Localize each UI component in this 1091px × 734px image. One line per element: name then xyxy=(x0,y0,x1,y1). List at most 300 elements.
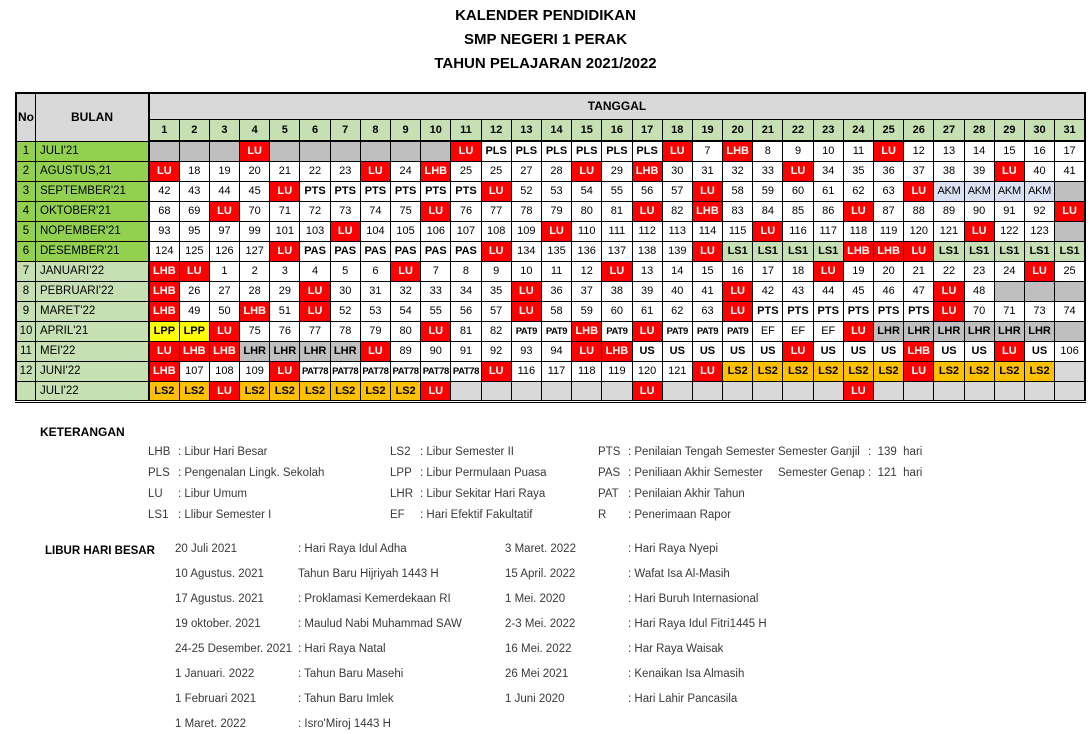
day-cell: 60 xyxy=(783,181,813,201)
day-cell: PTS xyxy=(360,181,390,201)
day-header: 13 xyxy=(511,119,541,141)
legend-item xyxy=(390,446,547,467)
day-cell: EF xyxy=(813,321,843,341)
day-cell: 71 xyxy=(994,301,1024,321)
holiday-desc: : Proklamasi Kemerdekaan RI xyxy=(298,593,451,605)
day-header: 29 xyxy=(994,119,1024,141)
day-cell: 31 xyxy=(360,281,390,301)
month-label: JANUARI'22 xyxy=(36,261,150,281)
day-cell xyxy=(813,381,843,401)
day-cell: 20 xyxy=(874,261,904,281)
row-number: 11 xyxy=(16,341,36,361)
day-cell: PTS xyxy=(813,301,843,321)
day-cell: LHB xyxy=(843,241,873,261)
day-cell: LHR xyxy=(240,341,270,361)
day-cell: US xyxy=(723,341,753,361)
day-cell: 109 xyxy=(240,361,270,381)
day-cell: 20 xyxy=(240,161,270,181)
day-cell: 73 xyxy=(1024,301,1054,321)
day-cell: 41 xyxy=(692,281,722,301)
table-header-row xyxy=(16,93,1085,119)
day-cell: LU xyxy=(149,161,179,181)
day-header: 25 xyxy=(874,119,904,141)
calendar-table xyxy=(15,92,1086,403)
holiday-desc: : Tahun Baru Imlek xyxy=(298,693,394,705)
day-cell: LHR xyxy=(994,321,1024,341)
day-cell: LHR xyxy=(874,321,904,341)
no-column-header: No xyxy=(16,93,36,141)
day-cell: LS2 xyxy=(1024,361,1054,381)
legend-column-1 xyxy=(148,446,324,530)
day-cell: 89 xyxy=(934,201,964,221)
day-cell: LU xyxy=(934,281,964,301)
day-cell: 12 xyxy=(904,141,934,161)
day-header: 8 xyxy=(360,119,390,141)
day-cell: 52 xyxy=(511,181,541,201)
day-cell: 21 xyxy=(904,261,934,281)
day-cell: 107 xyxy=(451,221,481,241)
day-cell xyxy=(662,381,692,401)
month-row xyxy=(16,361,1085,381)
month-label: SEPTEMBER'21 xyxy=(36,181,150,201)
day-cell: US xyxy=(813,341,843,361)
day-cell: LHR xyxy=(1024,321,1054,341)
day-cell: 103 xyxy=(300,221,330,241)
legend-item xyxy=(598,446,775,467)
legend-desc: : Penilaian Akhir Tahun xyxy=(628,488,745,500)
month-row xyxy=(16,321,1085,341)
row-number: 6 xyxy=(16,241,36,261)
day-cell: LU xyxy=(541,221,571,241)
holiday-desc: : Hari Raya Idul Adha xyxy=(298,543,407,555)
month-label: NOPEMBER'21 xyxy=(36,221,150,241)
day-cell: LHB xyxy=(149,261,179,281)
day-cell: 106 xyxy=(1055,341,1085,361)
day-cell: LHR xyxy=(964,321,994,341)
day-cell: LU xyxy=(330,221,360,241)
day-cell: PAT78 xyxy=(330,361,360,381)
day-cell: 7 xyxy=(421,261,451,281)
day-cell: 75 xyxy=(391,201,421,221)
day-cell: LS1 xyxy=(723,241,753,261)
day-cell: 121 xyxy=(934,221,964,241)
holiday-item xyxy=(505,618,767,643)
day-cell: PTS xyxy=(753,301,783,321)
day-cell: LU xyxy=(270,241,300,261)
day-cell: 13 xyxy=(934,141,964,161)
day-cell: PLS xyxy=(481,141,511,161)
holiday-date: 20 Juli 2021 xyxy=(175,543,238,555)
day-cell: 92 xyxy=(1024,201,1054,221)
row-number: 3 xyxy=(16,181,36,201)
day-cell: US xyxy=(692,341,722,361)
day-cell: 36 xyxy=(874,161,904,181)
semester-item xyxy=(778,446,922,467)
semester-value: : 139 hari xyxy=(868,446,923,458)
legend-code: LS1 xyxy=(148,509,169,521)
day-cell: US xyxy=(874,341,904,361)
holiday-item xyxy=(505,643,767,668)
legend-code: PAS xyxy=(598,467,621,479)
day-cell: 35 xyxy=(481,281,511,301)
day-cell xyxy=(874,381,904,401)
day-header: 12 xyxy=(481,119,511,141)
tanggal-header: TANGGAL xyxy=(149,93,1085,119)
day-cell: 79 xyxy=(360,321,390,341)
day-cell: LU xyxy=(481,241,511,261)
day-cell: 52 xyxy=(330,301,360,321)
day-cell: 85 xyxy=(783,201,813,221)
day-cell: LS2 xyxy=(783,361,813,381)
day-cell: LU xyxy=(662,141,692,161)
day-cell: LU xyxy=(994,161,1024,181)
legend-item xyxy=(148,467,324,488)
day-cell: LU xyxy=(632,321,662,341)
day-cell: LHR xyxy=(904,321,934,341)
holiday-date: 15 April. 2022 xyxy=(505,568,576,580)
day-cell xyxy=(451,381,481,401)
day-header: 28 xyxy=(964,119,994,141)
day-cell: 70 xyxy=(964,301,994,321)
legend-desc: : Pengenalan Lingk. Sekolah xyxy=(178,467,325,479)
day-cell: 38 xyxy=(602,281,632,301)
day-cell: 107 xyxy=(179,361,209,381)
day-cell: LU xyxy=(300,281,330,301)
day-cell: PTS xyxy=(451,181,481,201)
row-number: 8 xyxy=(16,281,36,301)
day-cell: LU xyxy=(1024,261,1054,281)
day-cell: PTS xyxy=(843,301,873,321)
day-cell: 33 xyxy=(421,281,451,301)
holiday-date: 1 Maret. 2022 xyxy=(175,718,246,730)
day-cell: PAT9 xyxy=(723,321,753,341)
legend-item xyxy=(148,446,324,467)
day-cell: 19 xyxy=(843,261,873,281)
day-header: 1 xyxy=(149,119,179,141)
day-cell: LHB xyxy=(602,341,632,361)
day-cell: PLS xyxy=(602,141,632,161)
day-cell xyxy=(179,141,209,161)
day-numbers-row xyxy=(16,119,1085,141)
day-cell: 13 xyxy=(632,261,662,281)
day-cell: 39 xyxy=(632,281,662,301)
day-cell: 23 xyxy=(964,261,994,281)
day-cell: LU xyxy=(209,381,239,401)
day-cell: 54 xyxy=(572,181,602,201)
row-number: 10 xyxy=(16,321,36,341)
day-cell: LU xyxy=(632,201,662,221)
day-cell: 42 xyxy=(753,281,783,301)
day-cell: 36 xyxy=(541,281,571,301)
day-cell: 80 xyxy=(391,321,421,341)
month-row xyxy=(16,341,1085,361)
day-cell: LU xyxy=(602,261,632,281)
day-cell: LU xyxy=(572,341,602,361)
day-cell: LU xyxy=(753,221,783,241)
holiday-date: 10 Agustus. 2021 xyxy=(175,568,264,580)
holiday-date: 2-3 Mei. 2022 xyxy=(505,618,576,630)
day-header: 18 xyxy=(662,119,692,141)
month-row xyxy=(16,141,1085,161)
day-cell: LU xyxy=(904,181,934,201)
day-cell: 71 xyxy=(270,201,300,221)
day-cell: 118 xyxy=(572,361,602,381)
day-cell: 63 xyxy=(874,181,904,201)
row-number: 2 xyxy=(16,161,36,181)
day-cell: LU xyxy=(632,381,662,401)
row-number: 5 xyxy=(16,221,36,241)
legend-code: R xyxy=(598,509,607,521)
legend-code: LPP xyxy=(390,467,412,479)
day-cell: LU xyxy=(843,381,873,401)
month-label: DESEMBER'21 xyxy=(36,241,150,261)
holiday-date: 17 Agustus. 2021 xyxy=(175,593,264,605)
day-cell: 83 xyxy=(723,201,753,221)
legend-item xyxy=(148,509,324,530)
month-label: OKTOBER'21 xyxy=(36,201,150,221)
day-cell: LHB xyxy=(572,321,602,341)
day-header: 31 xyxy=(1055,119,1085,141)
day-header: 2 xyxy=(179,119,209,141)
semester-item xyxy=(778,467,922,488)
row-number: 1 xyxy=(16,141,36,161)
day-cell: 4 xyxy=(300,261,330,281)
day-cell: 62 xyxy=(662,301,692,321)
day-cell: LHR xyxy=(300,341,330,361)
day-header: 14 xyxy=(541,119,571,141)
day-cell: 32 xyxy=(391,281,421,301)
day-cell: 57 xyxy=(481,301,511,321)
day-cell: 109 xyxy=(511,221,541,241)
day-cell: PAS xyxy=(330,241,360,261)
title-line-1: KALENDER PENDIDIKAN xyxy=(455,7,636,24)
day-cell: 56 xyxy=(451,301,481,321)
day-cell: LU xyxy=(843,321,873,341)
legend-desc: : Libur Semester II xyxy=(420,446,514,458)
day-cell: 138 xyxy=(632,241,662,261)
day-cell: 93 xyxy=(511,341,541,361)
month-row xyxy=(16,301,1085,321)
day-header: 5 xyxy=(270,119,300,141)
day-cell: 95 xyxy=(179,221,209,241)
day-cell: 16 xyxy=(1024,141,1054,161)
day-cell: PAT78 xyxy=(451,361,481,381)
day-cell: 49 xyxy=(179,301,209,321)
day-cell xyxy=(300,141,330,161)
month-label: JUNI'22 xyxy=(36,361,150,381)
holiday-item xyxy=(175,618,462,643)
day-cell: 43 xyxy=(783,281,813,301)
day-cell: US xyxy=(964,341,994,361)
day-cell: US xyxy=(632,341,662,361)
day-cell: PAT9 xyxy=(662,321,692,341)
day-cell: 78 xyxy=(511,201,541,221)
day-cell: LS2 xyxy=(813,361,843,381)
day-header: 22 xyxy=(783,119,813,141)
day-header: 7 xyxy=(330,119,360,141)
month-label: AGUSTUS,21 xyxy=(36,161,150,181)
day-cell: 114 xyxy=(692,221,722,241)
legend-code: LHB xyxy=(148,446,171,458)
day-cell: 110 xyxy=(572,221,602,241)
day-cell: LU xyxy=(360,161,390,181)
day-cell: PTS xyxy=(300,181,330,201)
day-cell: 14 xyxy=(662,261,692,281)
month-row xyxy=(16,261,1085,281)
holiday-date: 1 Januari. 2022 xyxy=(175,668,255,680)
day-cell: 104 xyxy=(360,221,390,241)
day-cell: 136 xyxy=(572,241,602,261)
day-cell: 77 xyxy=(481,201,511,221)
day-cell: 30 xyxy=(662,161,692,181)
holiday-desc: : Tahun Baru Masehi xyxy=(298,668,404,680)
day-cell: 24 xyxy=(994,261,1024,281)
day-cell: LU xyxy=(1055,201,1085,221)
day-cell: 33 xyxy=(753,161,783,181)
day-cell: 119 xyxy=(874,221,904,241)
holiday-date: 19 oktober. 2021 xyxy=(175,618,261,630)
day-cell: 77 xyxy=(300,321,330,341)
day-cell: 10 xyxy=(813,141,843,161)
day-cell: 127 xyxy=(240,241,270,261)
day-cell: 12 xyxy=(572,261,602,281)
day-cell: 90 xyxy=(964,201,994,221)
day-cell: 63 xyxy=(692,301,722,321)
day-cell: LS2 xyxy=(391,381,421,401)
day-cell: PLS xyxy=(541,141,571,161)
day-cell: 108 xyxy=(209,361,239,381)
day-cell: LS1 xyxy=(783,241,813,261)
day-cell: 18 xyxy=(783,261,813,281)
day-cell: 59 xyxy=(572,301,602,321)
day-cell: LS2 xyxy=(964,361,994,381)
semester-value: : 121 hari xyxy=(868,467,923,479)
holiday-desc: : Hari Raya Idul Fitri1445 H xyxy=(628,618,767,630)
day-cell: 56 xyxy=(632,181,662,201)
day-cell: 47 xyxy=(904,281,934,301)
holiday-item xyxy=(175,643,462,668)
day-cell: LS2 xyxy=(300,381,330,401)
legend-code: LS2 xyxy=(390,446,411,458)
day-cell: 21 xyxy=(270,161,300,181)
day-cell: AKM xyxy=(994,181,1024,201)
legend-code: PAT xyxy=(598,488,619,500)
month-label: MARET'22 xyxy=(36,301,150,321)
day-cell: 1 xyxy=(209,261,239,281)
day-cell: 32 xyxy=(723,161,753,181)
day-cell: 97 xyxy=(209,221,239,241)
day-cell: AKM xyxy=(934,181,964,201)
day-cell: PAT78 xyxy=(421,361,451,381)
day-cell: 74 xyxy=(360,201,390,221)
month-row xyxy=(16,161,1085,181)
day-cell: LPP xyxy=(149,321,179,341)
day-cell: LU xyxy=(511,281,541,301)
day-cell: LHB xyxy=(149,301,179,321)
month-row xyxy=(16,201,1085,221)
day-cell: 126 xyxy=(209,241,239,261)
day-cell: LU xyxy=(300,301,330,321)
month-label: MEI'22 xyxy=(36,341,150,361)
holiday-item xyxy=(175,568,462,593)
month-row xyxy=(16,281,1085,301)
day-cell: 17 xyxy=(1055,141,1085,161)
day-cell: LS2 xyxy=(360,381,390,401)
row-number: 7 xyxy=(16,261,36,281)
day-cell: 69 xyxy=(179,201,209,221)
day-cell: 46 xyxy=(874,281,904,301)
day-cell: 31 xyxy=(692,161,722,181)
day-cell: 101 xyxy=(270,221,300,241)
day-cell: LU xyxy=(572,161,602,181)
day-cell: 5 xyxy=(330,261,360,281)
day-header: 15 xyxy=(572,119,602,141)
day-cell: 9 xyxy=(481,261,511,281)
legend-desc: : Libur Permulaan Puasa xyxy=(420,467,547,479)
day-header: 19 xyxy=(692,119,722,141)
day-cell: PTS xyxy=(330,181,360,201)
legend-code: PTS xyxy=(598,446,621,458)
day-cell: LU xyxy=(843,201,873,221)
day-cell: 113 xyxy=(662,221,692,241)
day-cell: 112 xyxy=(632,221,662,241)
holiday-date: 26 Mei 2021 xyxy=(505,668,569,680)
day-cell xyxy=(209,141,239,161)
day-cell: US xyxy=(843,341,873,361)
day-cell: 125 xyxy=(179,241,209,261)
day-cell: LU xyxy=(874,141,904,161)
day-cell xyxy=(723,381,753,401)
day-cell: LU xyxy=(270,181,300,201)
day-cell: PTS xyxy=(391,181,421,201)
legend-item xyxy=(598,467,775,488)
day-header: 3 xyxy=(209,119,239,141)
day-cell: PAT78 xyxy=(360,361,390,381)
month-row xyxy=(16,221,1085,241)
day-cell xyxy=(994,381,1024,401)
day-cell xyxy=(602,381,632,401)
day-cell: PTS xyxy=(421,181,451,201)
row-number: 12 xyxy=(16,361,36,381)
day-cell: PTS xyxy=(874,301,904,321)
day-cell: PAT78 xyxy=(391,361,421,381)
bulan-column-header: BULAN xyxy=(36,93,150,141)
day-cell: LS2 xyxy=(843,361,873,381)
day-cell: 115 xyxy=(723,221,753,241)
month-label: JULI'22 xyxy=(36,381,150,401)
day-cell: 28 xyxy=(541,161,571,181)
day-header: 11 xyxy=(451,119,481,141)
day-cell: LHB xyxy=(904,341,934,361)
day-cell: LU xyxy=(994,341,1024,361)
day-cell: LU xyxy=(934,301,964,321)
day-cell: LS1 xyxy=(813,241,843,261)
day-cell: LS1 xyxy=(964,241,994,261)
day-cell: 124 xyxy=(149,241,179,261)
legend-item xyxy=(390,467,547,488)
day-cell: LS2 xyxy=(330,381,360,401)
day-cell: 42 xyxy=(149,181,179,201)
day-cell: 60 xyxy=(602,301,632,321)
day-cell xyxy=(1024,281,1054,301)
holiday-item xyxy=(175,718,462,734)
day-cell: 62 xyxy=(843,181,873,201)
day-cell: 34 xyxy=(451,281,481,301)
day-cell: LHB xyxy=(149,281,179,301)
holiday-item xyxy=(505,593,767,618)
day-cell: 117 xyxy=(813,221,843,241)
day-cell: 11 xyxy=(541,261,571,281)
